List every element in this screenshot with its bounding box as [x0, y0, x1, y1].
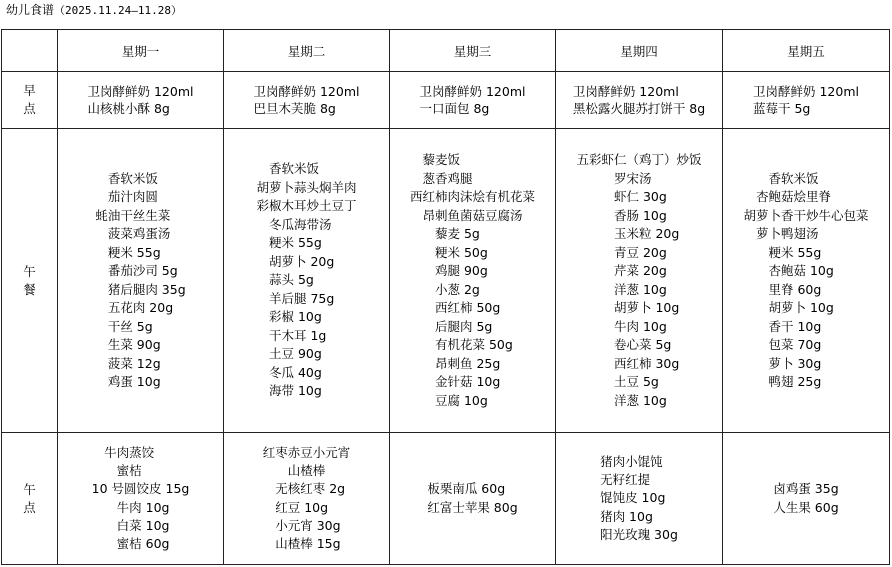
menu-cell: [723, 72, 890, 129]
menu-item: 馄饨皮 10g: [600, 490, 666, 506]
menu-date-range: （2025.11.24—11.28）: [54, 4, 182, 17]
menu-item: 红豆 10g: [262, 499, 329, 515]
menu-item: 杏鲍菇 10g: [743, 263, 834, 278]
meal-label-char: 点: [23, 101, 36, 116]
menu-cell: [390, 433, 556, 565]
menu-item: 粳米 55g: [743, 244, 822, 260]
lunch-row: [2, 129, 890, 433]
menu-item: 猪肉小馄饨: [600, 453, 663, 469]
menu-item: 蚝油干丝生菜: [95, 207, 171, 223]
menu-item: 10 号圆饺皮 15g: [91, 481, 190, 497]
menu-item: 羊后腿 75g: [256, 290, 335, 306]
menu-item: 胡萝卜 10g: [743, 300, 834, 315]
menu-item: 粳米 55g: [95, 244, 161, 260]
menu-item: 干丝 5g: [95, 318, 153, 334]
day-header: 星期四: [556, 30, 723, 72]
menu-item: 西红柿 30g: [576, 355, 680, 371]
menu-item: 海带 10g: [256, 383, 322, 399]
menu-table: [1, 29, 890, 565]
menu-item: 罗宋汤: [576, 170, 652, 186]
menu-item: 卫岗酵鲜奶 120ml: [753, 84, 859, 99]
menu-cell: [224, 129, 390, 433]
menu-item: 土豆 5g: [576, 374, 659, 389]
header-row: [2, 30, 890, 72]
meal-label-char: 餐: [23, 281, 36, 297]
menu-item: 冬瓜 40g: [256, 364, 322, 380]
menu-item: 黑松露火腿苏打饼干 8g: [572, 101, 706, 116]
menu-item: 干木耳 1g: [256, 327, 327, 343]
menu-item: 昂刺鱼 25g: [409, 355, 501, 371]
menu-item: 山楂棒: [262, 463, 326, 479]
menu-item: 葱香鸡腿: [409, 170, 473, 186]
menu-item: 杏鲍菇烩里脊: [743, 189, 831, 204]
menu-item: 番茄沙司 5g: [95, 263, 178, 278]
menu-item: 胡萝卜蒜头焖羊肉: [256, 179, 357, 195]
menu-item: 牛肉 10g: [91, 499, 170, 515]
menu-item: 卫岗酵鲜奶 120ml: [253, 84, 360, 99]
meal-label-char: 早: [23, 83, 36, 98]
menu-item: 彩椒 10g: [256, 309, 322, 325]
menu-item: 五彩虾仁（鸡丁）炒饭: [576, 152, 702, 167]
menu-item: 卫岗酵鲜奶 120ml: [87, 84, 194, 99]
menu-item: 蓝莓干 5g: [753, 101, 811, 116]
menu-cell: [58, 72, 224, 129]
menu-item: 生菜 90g: [95, 337, 161, 352]
menu-item: 胡萝卜香干炒牛心包菜: [743, 207, 869, 223]
menu-item: 红富士苹果 80g: [427, 499, 518, 515]
menu-item: 菠菜鸡蛋汤: [95, 226, 171, 241]
menu-item: 昂刺鱼菌菇豆腐汤: [409, 207, 523, 223]
menu-cell: [723, 433, 890, 565]
menu-item: 香软米饭: [95, 170, 158, 186]
menu-item: 山核桃小酥 8g: [87, 101, 170, 116]
menu-item: 猪后腿肉 35g: [95, 281, 186, 297]
menu-item: 板栗南瓜 60g: [427, 481, 506, 497]
meal-label-char: 午: [23, 263, 36, 279]
menu-item: 蜜桔: [91, 463, 142, 479]
menu-title: [6, 3, 182, 18]
day-header: 星期三: [390, 30, 556, 72]
menu-item: 彩椒木耳炒土豆丁: [256, 198, 357, 214]
meal-label-cell: [2, 72, 58, 129]
menu-item: 藜麦饭: [409, 152, 460, 167]
corner-cell: [2, 30, 58, 72]
menu-item: 茄汁肉圆: [95, 189, 158, 204]
menu-cell: [556, 72, 723, 129]
menu-item: 里脊 60g: [743, 281, 822, 297]
menu-item: 粳米 50g: [409, 244, 488, 260]
meal-label-char: 点: [23, 499, 36, 515]
menu-item: 香干 10g: [743, 318, 822, 334]
meal-label-char: 午: [23, 481, 36, 497]
menu-item: 蒜头 5g: [256, 272, 314, 288]
meal-label-cell: [2, 129, 58, 433]
menu-cell: [556, 433, 723, 565]
meal-label-cell: [2, 433, 58, 565]
menu-item: 猪肉 10g: [600, 508, 653, 524]
menu-item: 鸡腿 90g: [409, 263, 488, 278]
menu-item: 金针菇 10g: [409, 374, 501, 389]
menu-cell: [556, 129, 723, 433]
menu-item: 小元宵 30g: [262, 517, 341, 533]
menu-item: 西红柿肉沫烩有机花菜: [409, 189, 535, 204]
menu-item: 牛肉 10g: [576, 318, 667, 334]
menu-item: 香软米饭: [256, 161, 319, 177]
menu-item: 萝卜鸭翅汤: [743, 226, 819, 241]
menu-title-label: 幼儿食谱: [6, 3, 55, 17]
menu-cell: [390, 72, 556, 129]
menu-item: 牛肉蒸饺: [91, 444, 155, 460]
menu-item: 人生果 60g: [773, 499, 839, 515]
menu-item: 胡萝卜 20g: [256, 253, 335, 269]
menu-item: 白菜 10g: [91, 517, 170, 533]
menu-item: 青豆 20g: [576, 244, 667, 260]
menu-item: 阳光玫瑰 30g: [600, 526, 678, 542]
menu-item: 鸡蛋 10g: [95, 374, 161, 389]
menu-item: 小葱 2g: [409, 281, 480, 297]
menu-item: 卫岗酵鲜奶 120ml: [419, 84, 526, 99]
menu-cell: [390, 129, 556, 433]
menu-item: 香肠 10g: [576, 207, 667, 223]
menu-item: 卤鸡蛋 35g: [773, 481, 839, 497]
menu-item: 芹菜 20g: [576, 263, 667, 278]
menu-item: 蜜桔 60g: [91, 535, 170, 551]
menu-item: 红枣赤豆小元宵: [262, 444, 351, 460]
menu-item: 卷心菜 5g: [576, 337, 672, 352]
menu-item: 萝卜 30g: [743, 355, 822, 371]
menu-cell: [58, 129, 224, 433]
menu-item: 无籽红提: [600, 472, 651, 488]
menu-item: 鸭翅 25g: [743, 374, 822, 389]
menu-item: 五花肉 20g: [95, 300, 174, 315]
day-header: 星期一: [58, 30, 224, 72]
menu-item: 西红柿 50g: [409, 300, 501, 315]
menu-item: 玉米粒 20g: [576, 226, 680, 241]
menu-item: 藜麦 5g: [409, 226, 480, 241]
menu-item: 虾仁 30g: [576, 189, 667, 204]
menu-item: 菠菜 12g: [95, 355, 161, 371]
menu-cell: [224, 433, 390, 565]
menu-item: 包菜 70g: [743, 337, 822, 352]
menu-item: 冬瓜海带汤: [256, 216, 332, 232]
day-header: 星期五: [723, 30, 890, 72]
menu-item: 洋葱 10g: [576, 281, 667, 297]
menu-item: 无核红枣 2g: [262, 481, 346, 497]
menu-item: 卫岗酵鲜奶 120ml: [572, 84, 679, 99]
menu-item: 香软米饭: [743, 170, 819, 186]
menu-item: 土豆 90g: [256, 346, 322, 362]
menu-item: 豆腐 10g: [409, 392, 488, 408]
snack-row: [2, 433, 890, 565]
breakfast-row: [2, 72, 890, 129]
menu-item: 山楂棒 15g: [262, 535, 341, 551]
menu-item: 一口面包 8g: [419, 101, 490, 116]
day-header: 星期二: [224, 30, 390, 72]
menu-item: 洋葱 10g: [576, 392, 667, 408]
menu-cell: [224, 72, 390, 129]
menu-cell: [723, 129, 890, 433]
menu-item: 粳米 55g: [256, 235, 322, 251]
menu-item: 胡萝卜 10g: [576, 300, 680, 315]
menu-item: 巴旦木芙脆 8g: [253, 101, 336, 116]
menu-item: 后腿肉 5g: [409, 318, 493, 334]
menu-cell: [58, 433, 224, 565]
menu-item: 有机花菜 50g: [409, 337, 513, 352]
